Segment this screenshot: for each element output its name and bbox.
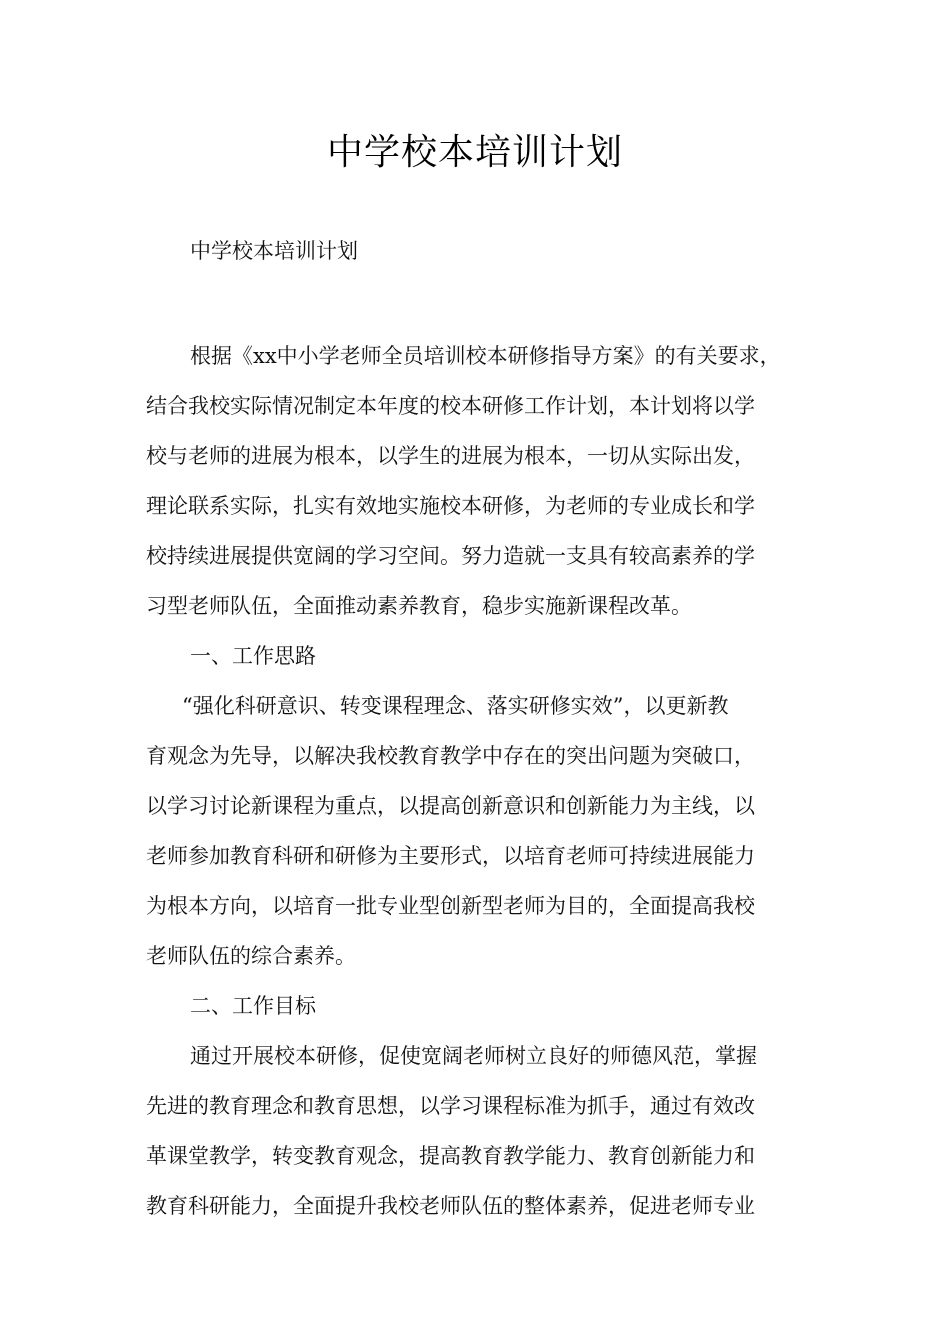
paragraph-line: 育观念为先导，以解决我校教育教学中存在的突出问题为突破口， <box>146 744 755 768</box>
paragraph-line: 校与老师的进展为根本，以学生的进展为根本，一切从实际出发， <box>146 444 755 468</box>
paragraph-line: 为根本方向，以培育一批专业型创新型老师为目的，全面提高我校 <box>146 894 755 918</box>
paragraph-line: 根据《xx中小学老师全员培训校本研修指导方案》的有关要求， <box>190 344 781 368</box>
paragraph-line: 理论联系实际，扎实有效地实施校本研修，为老师的专业成长和学 <box>146 494 755 518</box>
section-heading-work-goals: 二、工作目标 <box>190 994 316 1018</box>
paragraph-line: 习型老师队伍，全面推动素养教育，稳步实施新课程改革。 <box>146 594 692 618</box>
document-title: 中学校本培训计划 <box>326 132 623 173</box>
section-heading-work-ideas: 一、工作思路 <box>190 644 316 668</box>
paragraph-line: 革课堂教学，转变教育观念，提高教育教学能力、教育创新能力和 <box>146 1144 755 1168</box>
document-body <box>146 331 836 1231</box>
paragraph-line: “强化科研意识、转变课程理念、落实研修实效”，以更新教 <box>182 694 729 718</box>
paragraph-line: 老师参加教育科研和研修为主要形式，以培育老师可持续进展能力 <box>146 844 755 868</box>
paragraph-line: 校持续进展提供宽阔的学习空间。努力造就一支具有较高素养的学 <box>146 544 755 568</box>
paragraph-line: 老师队伍的综合素养。 <box>146 944 356 968</box>
paragraph-line: 通过开展校本研修，促使宽阔老师树立良好的师德风范，掌握 <box>190 1044 757 1068</box>
paragraph-line: 教育科研能力，全面提升我校老师队伍的整体素养，促进老师专业 <box>146 1194 755 1218</box>
paragraph-line: 先进的教育理念和教育思想，以学习课程标准为抓手，通过有效改 <box>146 1094 755 1118</box>
paragraph-line: 以学习讨论新课程为重点，以提高创新意识和创新能力为主线，以 <box>146 794 755 818</box>
document-subtitle: 中学校本培训计划 <box>190 239 358 263</box>
paragraph-line: 结合我校实际情况制定本年度的校本研修工作计划，本计划将以学 <box>146 394 755 418</box>
